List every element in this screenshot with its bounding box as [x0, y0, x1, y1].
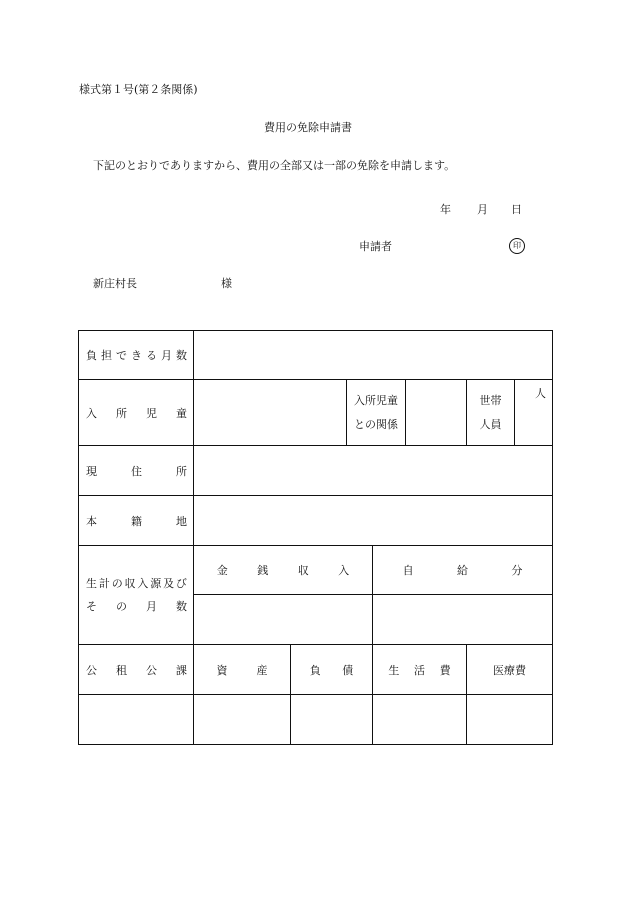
medical-label: 医療費: [493, 663, 526, 677]
taxes-label: 公 租 公 課: [86, 663, 187, 677]
honorific: 様: [221, 277, 232, 290]
intro-text: 下記のとおりでありますから、費用の全部又は一部の免除を申請します。: [93, 159, 456, 172]
application-form-table: [78, 330, 553, 745]
assets-value: [194, 695, 291, 745]
domicile-value: [194, 496, 553, 546]
child-label: 入 所 児 童: [86, 406, 187, 420]
row-child: [79, 380, 553, 446]
domicile-label: 本 籍 地: [86, 514, 187, 528]
child-label-cell: [79, 380, 194, 446]
address-label-cell: [79, 446, 194, 496]
months-value: [194, 331, 553, 380]
medical-label-cell: [467, 645, 553, 695]
page-title: 費用の免除申請書: [264, 121, 352, 134]
debts-label: 負 債: [309, 663, 354, 677]
income-label-cell: [79, 546, 194, 645]
row-income-head: [79, 546, 553, 595]
income-label-line2: そ の 月 数: [86, 600, 187, 613]
taxes-value: [79, 695, 194, 745]
row-address: [79, 446, 553, 496]
household-value: [515, 380, 553, 446]
self-supply-value: [373, 595, 553, 645]
date-day-label: 日: [511, 203, 522, 216]
relation-label-line1: 入所児童: [354, 394, 398, 408]
medical-value: [467, 695, 553, 745]
date-year-label: 年: [440, 203, 451, 216]
money-income-value: [194, 595, 373, 645]
row-taxes-values: [79, 695, 553, 745]
row-domicile: [79, 496, 553, 546]
household-label-line1: 世帯: [479, 394, 502, 408]
applicant-label: 申請者: [359, 240, 392, 253]
months-label: 負 担 で き る 月 数: [86, 349, 187, 362]
months-label-cell: [79, 331, 194, 380]
row-months: [79, 331, 553, 380]
form-number: 様式第１号(第２条関係): [79, 83, 198, 96]
debts-label-cell: [291, 645, 373, 695]
debts-value: [291, 695, 373, 745]
taxes-label-cell: [79, 645, 194, 695]
money-income-label-cell: [194, 546, 373, 595]
relation-label-cell: [347, 380, 406, 446]
seal-mark: 印: [509, 238, 525, 254]
assets-label: 資 産: [216, 663, 268, 677]
addressee: 新庄村長: [93, 277, 137, 290]
household-label-line2: 人員: [479, 417, 502, 431]
date-month-label: 月: [477, 203, 488, 216]
self-supply-label-cell: [373, 546, 553, 595]
child-value: [194, 380, 347, 446]
living-label-cell: [373, 645, 467, 695]
row-taxes-head: [79, 645, 553, 695]
domicile-label-cell: [79, 496, 194, 546]
living-label: 生 活 費: [388, 663, 451, 677]
address-label: 現 住 所: [86, 464, 187, 478]
income-label-line1: 生 計 の 収 入 源 及 び: [86, 576, 187, 590]
relation-label-line2: との関係: [354, 417, 398, 431]
household-label-cell: [467, 380, 515, 446]
living-value: [373, 695, 467, 745]
self-supply-label: 自 給 分: [402, 564, 523, 577]
persons-unit: 人: [535, 387, 546, 400]
assets-label-cell: [194, 645, 291, 695]
relation-value: [406, 380, 467, 446]
money-income-label: 金 銭 収 入: [216, 564, 350, 577]
address-value: [194, 446, 553, 496]
